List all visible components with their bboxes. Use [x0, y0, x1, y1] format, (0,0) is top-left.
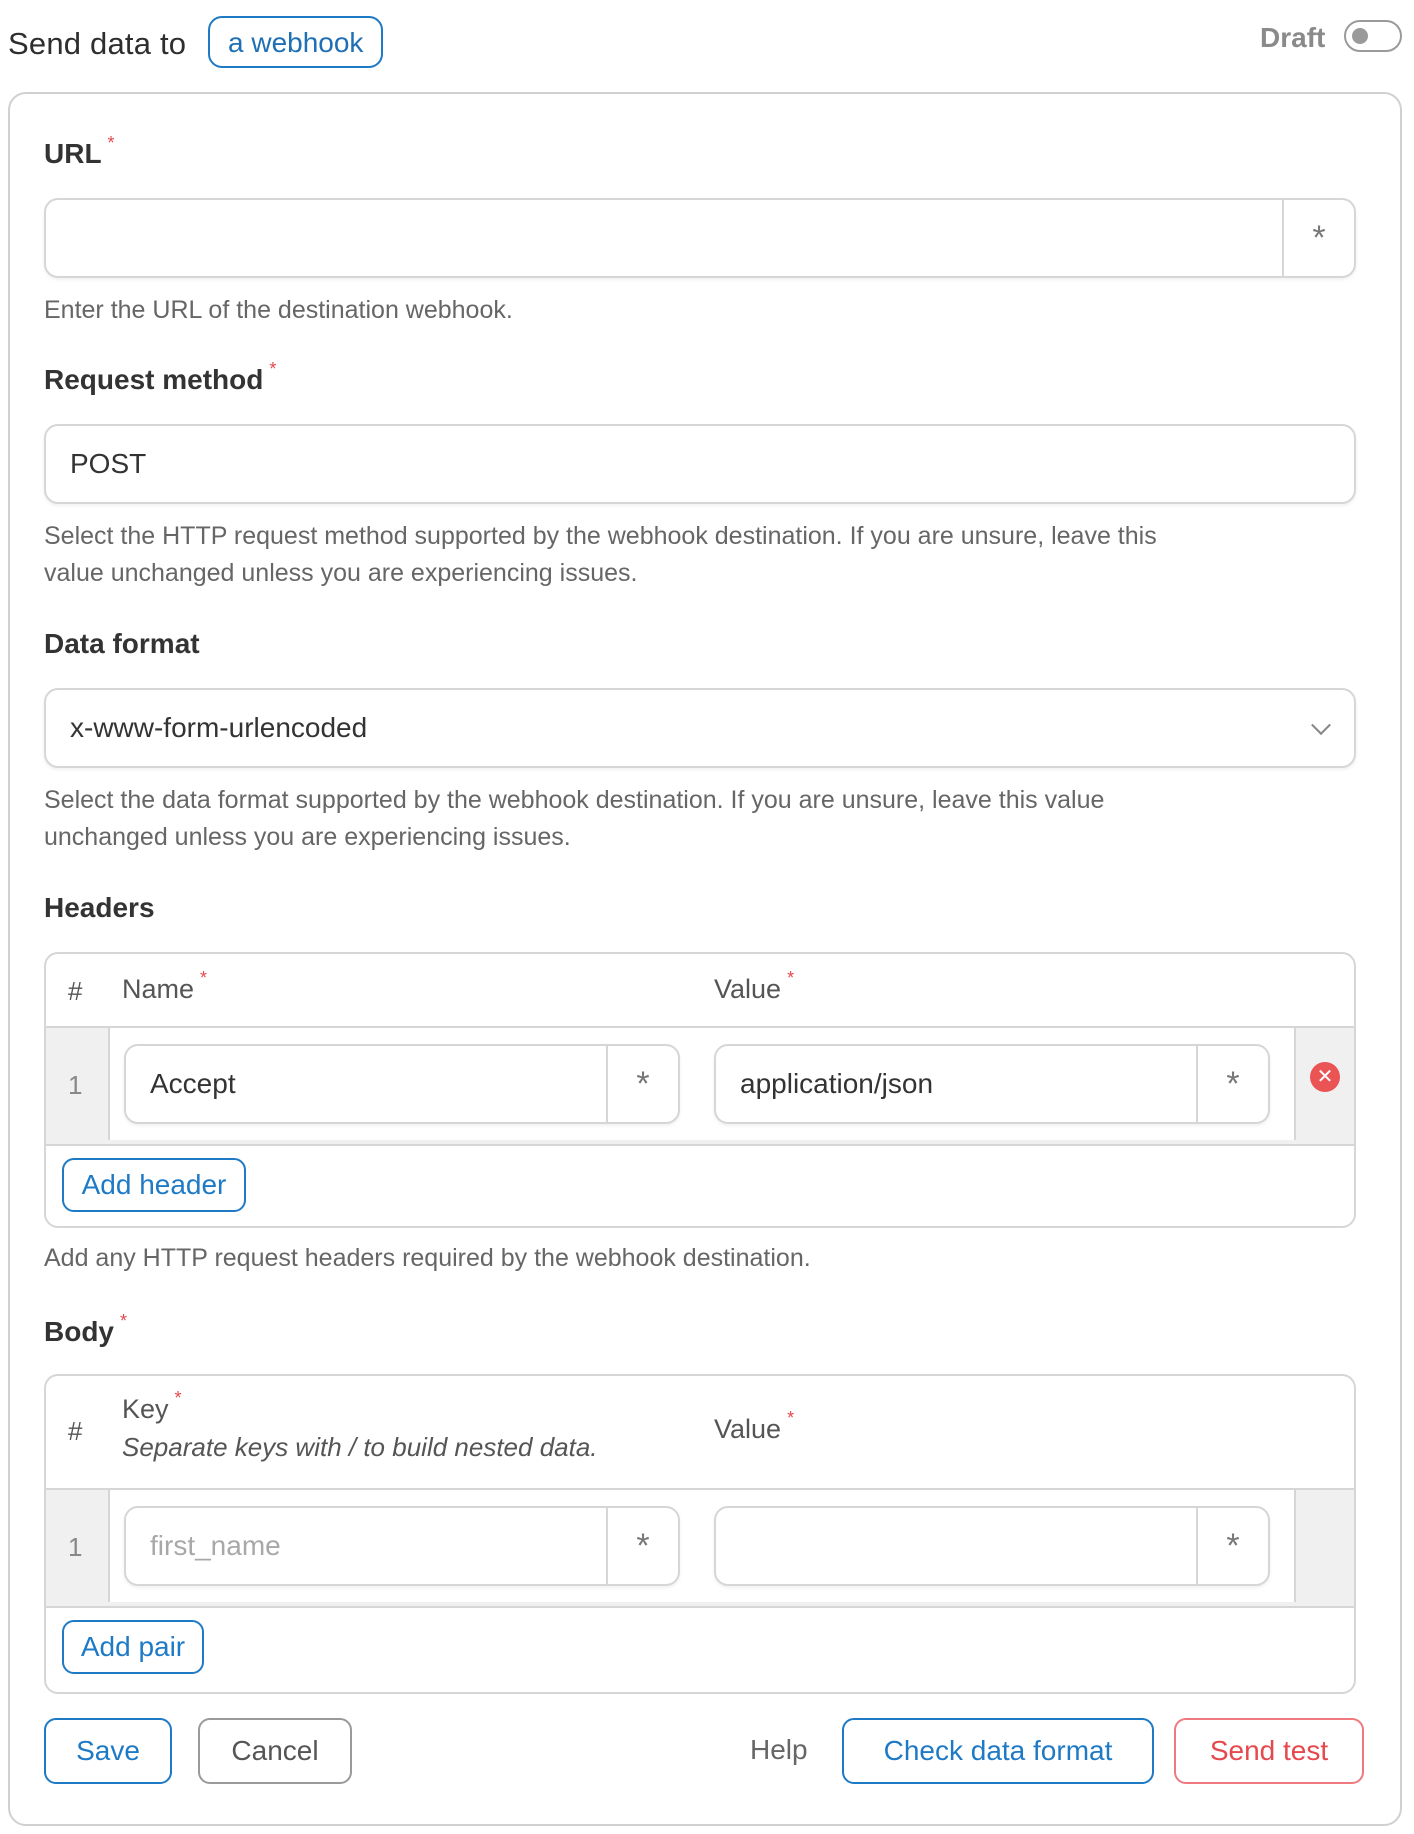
- table-row: [46, 1488, 1354, 1608]
- request-method-label-text: Request method: [44, 364, 264, 395]
- url-help-text: Enter the URL of the destination webhook.: [44, 296, 513, 324]
- check-data-format-button[interactable]: Check data format: [842, 1718, 1154, 1784]
- header-name-input[interactable]: [124, 1044, 680, 1124]
- required-marker: *: [174, 1388, 182, 1408]
- destination-type-button[interactable]: a webhook: [208, 16, 383, 68]
- headers-col-name: [122, 968, 208, 1005]
- url-input[interactable]: [44, 198, 1356, 278]
- asterisk-icon: *: [1226, 1064, 1240, 1103]
- required-marker: *: [269, 359, 277, 379]
- col-name-text: Name: [122, 974, 195, 1004]
- form-card: [8, 92, 1402, 1826]
- body-label-text: Body: [44, 1316, 114, 1347]
- body-key-input[interactable]: [124, 1506, 680, 1586]
- name-cell: [108, 1028, 702, 1140]
- body-key-placeholder: first_name: [150, 1530, 281, 1561]
- row-number: 1: [68, 1070, 83, 1100]
- help-line-2: unchanged unless you are experiencing issues.: [44, 823, 571, 851]
- asterisk-icon: *: [636, 1526, 650, 1565]
- body-label: [44, 1311, 128, 1348]
- help-link[interactable]: Help: [750, 1734, 808, 1765]
- header-name-insert-variable-button[interactable]: [606, 1046, 678, 1122]
- body-value-insert-variable-button[interactable]: [1196, 1508, 1268, 1584]
- chevron-down-icon: [1311, 715, 1331, 735]
- header-value-value: application/json: [740, 1068, 934, 1099]
- required-marker: *: [120, 1311, 128, 1331]
- body-table: [44, 1374, 1356, 1694]
- url-label-text: URL: [44, 138, 102, 169]
- url-insert-variable-button[interactable]: [1282, 200, 1354, 276]
- header-value-input[interactable]: [714, 1044, 1270, 1124]
- url-label: [44, 133, 115, 170]
- help-line-2: value unchanged unless you are experiencing issues.: [44, 559, 638, 587]
- required-marker: *: [787, 968, 795, 988]
- col-value-text: Value: [714, 974, 782, 1004]
- table-row: [46, 1026, 1354, 1146]
- data-format-select[interactable]: [44, 688, 1356, 768]
- remove-row-icon[interactable]: ✕: [1310, 1062, 1340, 1092]
- help-line-1: Select the data format supported by the webhook destination. If you are unsure, leave this value: [44, 786, 1105, 814]
- headers-col-value: [714, 968, 795, 1005]
- save-button[interactable]: Save: [44, 1718, 172, 1784]
- body-col-key: [122, 1388, 182, 1425]
- help-line-1: Select the HTTP request method supported by the webhook destination. If you are unsure, leave this: [44, 522, 1157, 550]
- asterisk-icon: *: [1226, 1526, 1240, 1565]
- request-method-value: POST: [70, 448, 147, 479]
- top-bar: [0, 0, 1414, 90]
- add-header-button[interactable]: Add header: [62, 1158, 246, 1212]
- request-method-input[interactable]: [44, 424, 1356, 504]
- headers-col-hash: #: [68, 976, 83, 1006]
- required-marker: *: [200, 968, 208, 988]
- key-hint-text: Separate keys with / to build nested data.: [122, 1432, 598, 1462]
- value-cell: [700, 1490, 1296, 1602]
- headers-table: [44, 952, 1356, 1228]
- body-col-hash: #: [68, 1416, 83, 1446]
- body-value-input[interactable]: [714, 1506, 1270, 1586]
- toggle-knob: [1352, 28, 1368, 44]
- value-cell: [700, 1028, 1296, 1140]
- asterisk-icon: *: [1312, 218, 1326, 257]
- body-col-value: [714, 1408, 795, 1445]
- row-number: 1: [68, 1532, 83, 1562]
- draft-label: Draft: [1260, 22, 1326, 53]
- request-method-help-text: [44, 518, 1157, 592]
- data-format-label: Data format: [44, 628, 200, 659]
- headers-label: Headers: [44, 892, 155, 923]
- col-key-text: Key: [122, 1394, 169, 1424]
- asterisk-icon: *: [636, 1064, 650, 1103]
- header-value-insert-variable-button[interactable]: [1196, 1046, 1268, 1122]
- add-pair-button[interactable]: Add pair: [62, 1620, 204, 1674]
- request-method-label: [44, 359, 277, 396]
- data-format-help-text: [44, 782, 1104, 856]
- body-key-insert-variable-button[interactable]: [606, 1508, 678, 1584]
- col-value-text: Value: [714, 1414, 782, 1444]
- header-name-value: Accept: [150, 1068, 236, 1099]
- headers-help-text: Add any HTTP request headers required by the webhook destination.: [44, 1244, 811, 1272]
- key-cell: [108, 1490, 702, 1602]
- data-format-value: x-www-form-urlencoded: [70, 712, 368, 743]
- cancel-button[interactable]: Cancel: [198, 1718, 352, 1784]
- send-test-button[interactable]: Send test: [1174, 1718, 1364, 1784]
- draft-toggle[interactable]: [1344, 20, 1402, 52]
- required-marker: *: [107, 133, 115, 153]
- send-data-label: Send data to: [8, 26, 187, 61]
- required-marker: *: [787, 1408, 795, 1428]
